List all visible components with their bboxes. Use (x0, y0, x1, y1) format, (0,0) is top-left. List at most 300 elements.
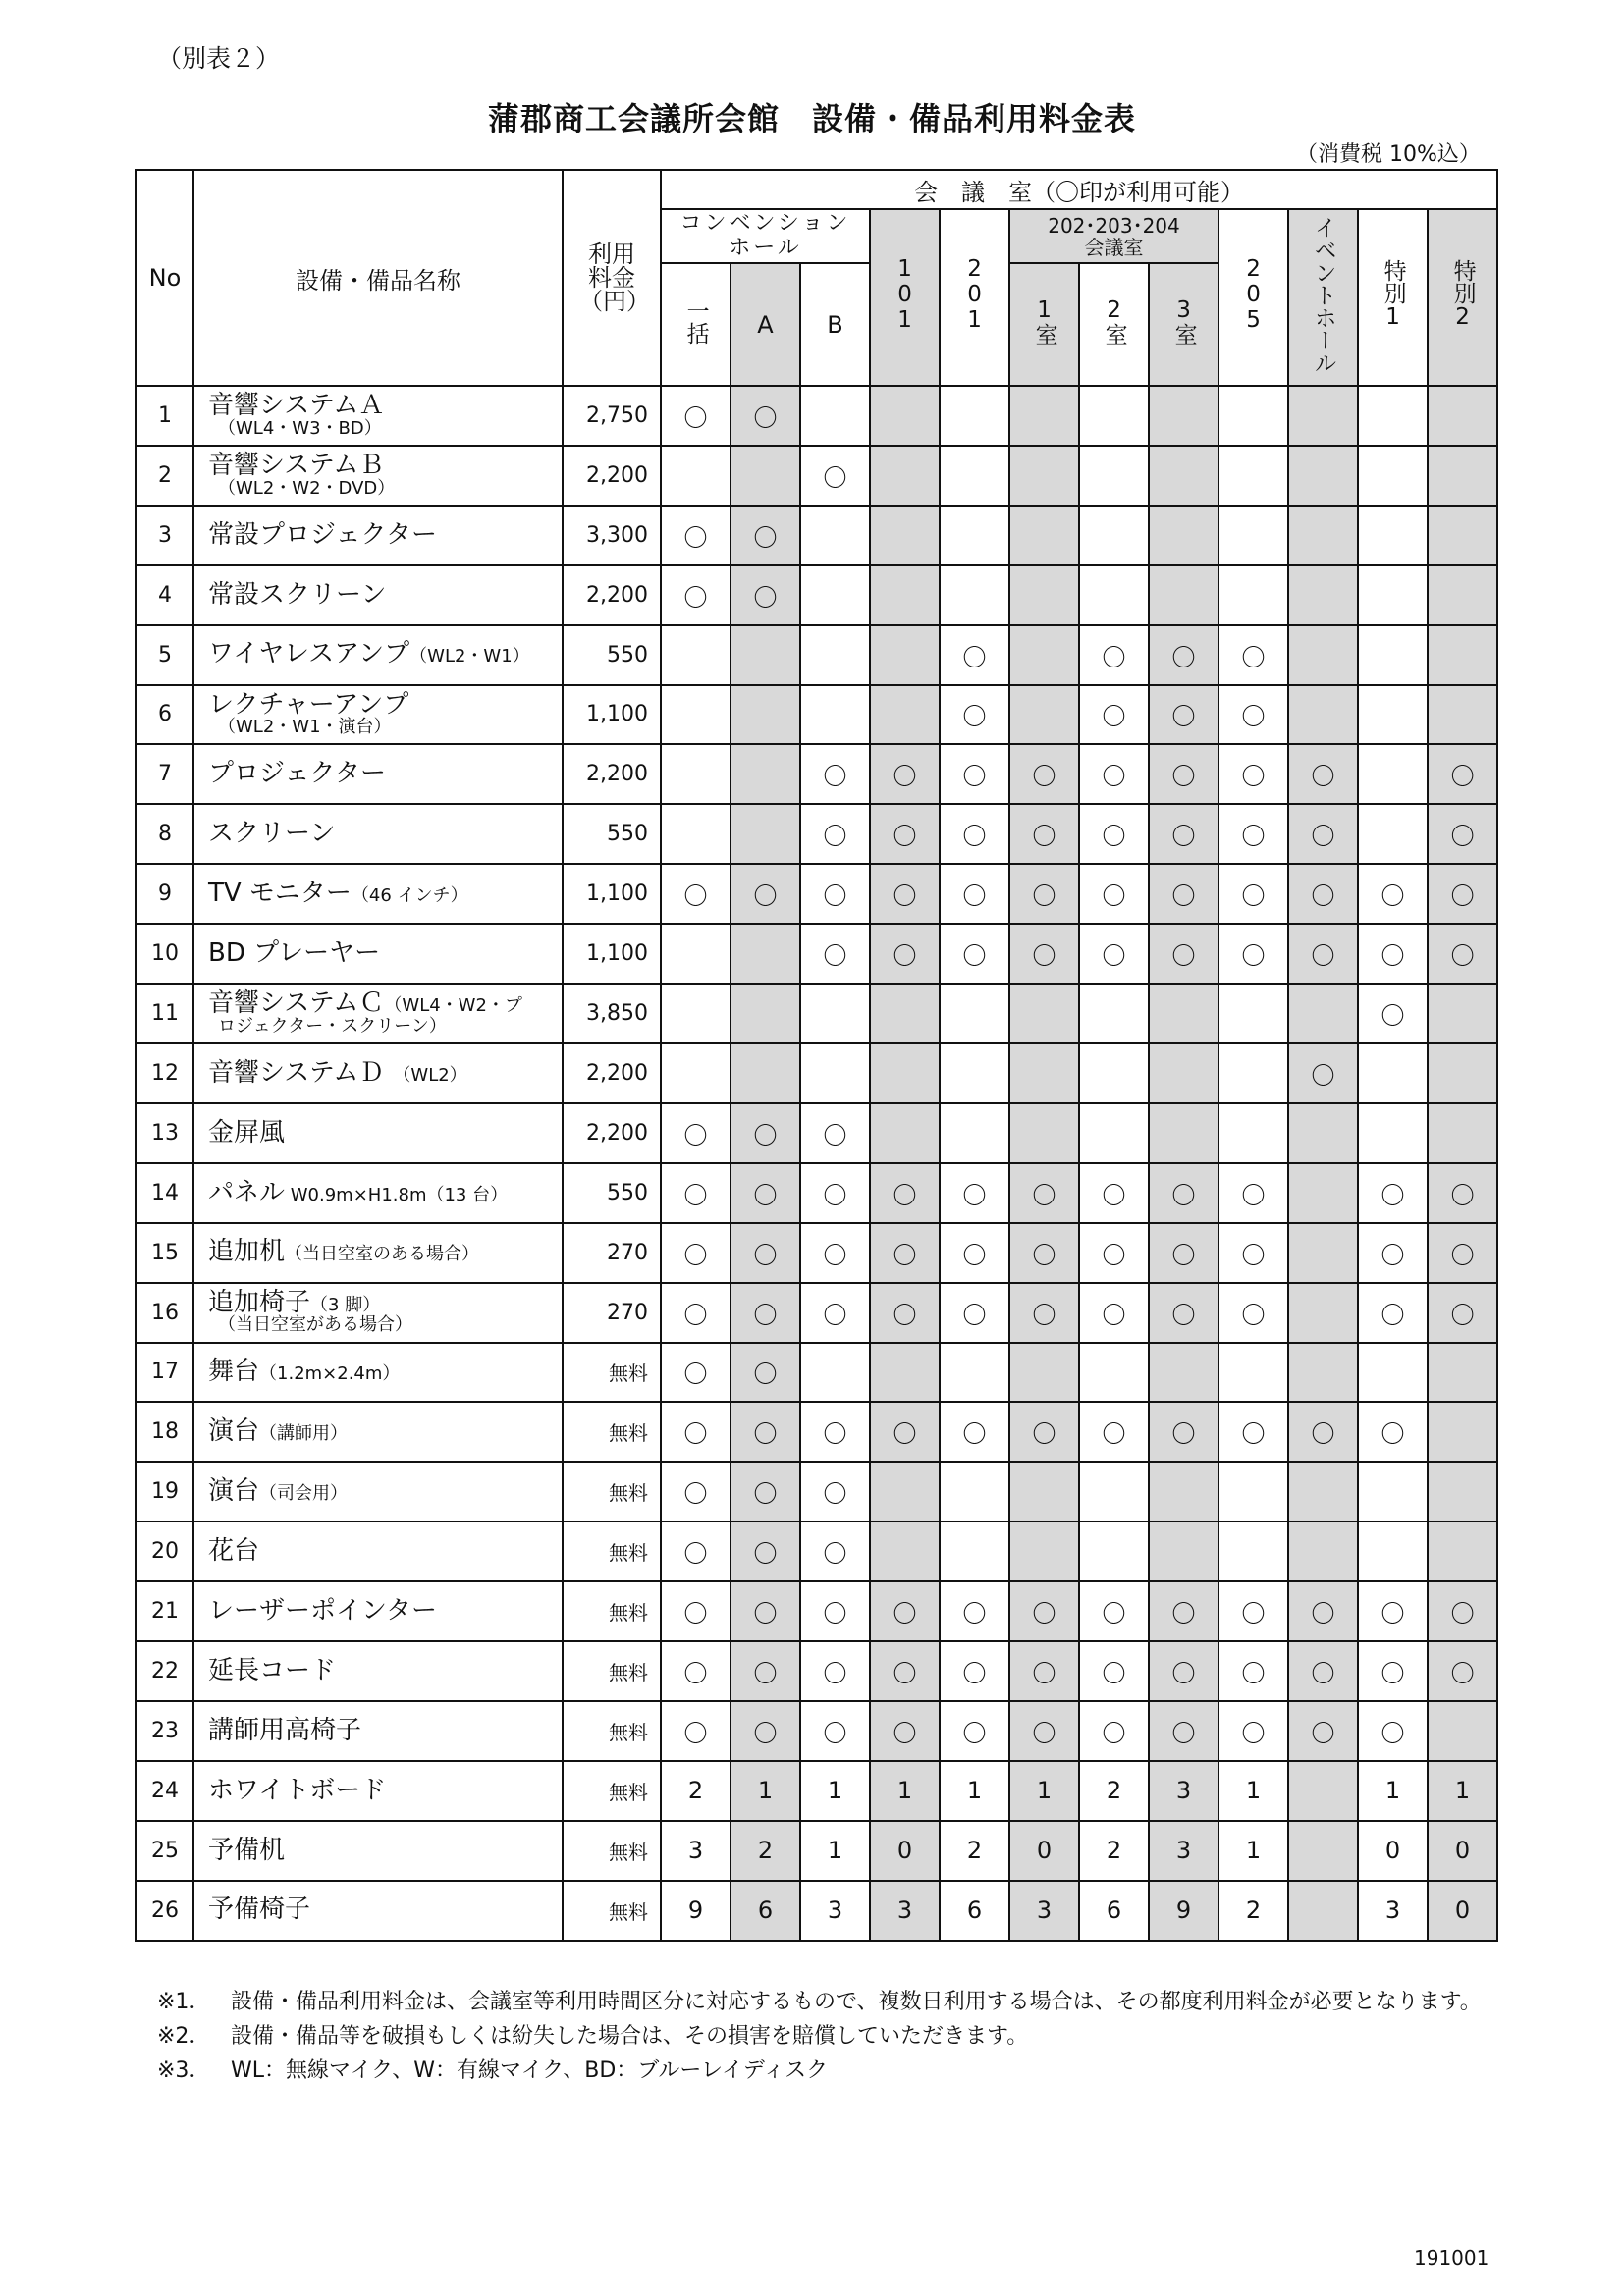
row-cell (1009, 1103, 1079, 1163)
item-name: 舞台 (208, 1357, 260, 1387)
row-cell: 〇 (1079, 924, 1149, 984)
row-cell (1149, 446, 1218, 506)
row-cell: 〇 (1079, 1223, 1149, 1283)
row-cell (1009, 1522, 1079, 1581)
item-name: BD プレーヤー (208, 937, 381, 968)
row-cell (1149, 984, 1218, 1043)
row-fee: 1,100 (563, 924, 661, 984)
row-cell (940, 1522, 1009, 1581)
row-fee: 270 (563, 1223, 661, 1283)
row-fee: 無料 (563, 1821, 661, 1881)
row-cell: 〇 (800, 446, 870, 506)
row-cell: 〇 (1428, 924, 1497, 984)
row-no: 24 (136, 1761, 193, 1821)
row-cell (1288, 386, 1358, 446)
row-cell (731, 446, 800, 506)
row-cell: 〇 (1149, 924, 1218, 984)
header-name: 設備・備品名称 (193, 170, 563, 386)
row-cell: 〇 (1218, 1701, 1288, 1761)
item-name: レーザーポインター (208, 1595, 437, 1626)
header-col-205: 205 (1218, 209, 1288, 386)
row-cell: 1 (1218, 1821, 1288, 1881)
note-mark: ※2． (157, 2024, 211, 2050)
row-cell: 〇 (800, 924, 870, 984)
row-cell: 〇 (1358, 864, 1428, 924)
table-row (136, 446, 1497, 506)
table-header (136, 170, 1497, 386)
row-cell: 〇 (1358, 1223, 1428, 1283)
item-note: （WL2・W1） (409, 646, 530, 667)
row-cell (1149, 386, 1218, 446)
row-name (193, 446, 563, 506)
header-rooms: 会 議 室（〇印が利用可能） (661, 170, 1497, 209)
row-cell (1218, 1462, 1288, 1522)
row-fee: 無料 (563, 1881, 661, 1941)
row-name (193, 565, 563, 625)
item-name: スクリーン (208, 819, 336, 849)
header-col-b: B (800, 263, 870, 386)
row-name (193, 804, 563, 864)
row-cell: 〇 (1079, 1163, 1149, 1223)
row-no: 10 (136, 924, 193, 984)
row-cell: 2 (940, 1821, 1009, 1881)
row-cell: 3 (1149, 1821, 1218, 1881)
row-cell: 〇 (1149, 1283, 1218, 1343)
row-name (193, 1043, 563, 1103)
row-cell (1428, 446, 1497, 506)
row-no: 21 (136, 1581, 193, 1641)
note-text: WL：無線マイク、W：有線マイク、BD：ブルーレイディスク (231, 2058, 829, 2084)
row-cell: 2 (1079, 1821, 1149, 1881)
row-cell (1009, 1343, 1079, 1403)
tax-note: （消費税 10%込） (1296, 142, 1481, 167)
row-cell: 1 (940, 1761, 1009, 1821)
row-fee: 無料 (563, 1343, 661, 1403)
item-sub: （WL2・W2・DVD） (218, 477, 396, 499)
row-no: 11 (136, 984, 193, 1043)
row-cell: 〇 (1149, 1223, 1218, 1283)
row-cell: 〇 (1358, 1402, 1428, 1462)
row-name (193, 984, 563, 1043)
row-cell: 〇 (870, 864, 940, 924)
table-row (136, 864, 1497, 924)
row-cell: 〇 (1218, 1283, 1288, 1343)
item-sub: （当日空室がある場合） (218, 1314, 412, 1336)
row-cell: 〇 (1428, 1581, 1497, 1641)
row-cell (940, 1043, 1009, 1103)
item-note: （3 脚） (310, 1294, 381, 1315)
row-no: 20 (136, 1522, 193, 1581)
row-cell (800, 386, 870, 446)
row-cell: 3 (661, 1821, 731, 1881)
row-cell: 〇 (1149, 1402, 1218, 1462)
row-cell: 〇 (731, 1462, 800, 1522)
row-no: 26 (136, 1881, 193, 1941)
row-cell: 〇 (1079, 1283, 1149, 1343)
table-row (136, 506, 1497, 565)
row-no: 4 (136, 565, 193, 625)
row-cell: 〇 (1079, 804, 1149, 864)
row-cell (870, 446, 940, 506)
table-row (136, 1402, 1497, 1462)
row-cell (1288, 1343, 1358, 1403)
row-cell: 〇 (1149, 625, 1218, 685)
row-cell (1079, 446, 1149, 506)
row-cell: 〇 (731, 864, 800, 924)
item-name: 音響システムＤ (208, 1057, 385, 1088)
row-cell: 〇 (731, 386, 800, 446)
row-cell (800, 506, 870, 565)
row-cell (1009, 1462, 1079, 1522)
row-cell: 〇 (1079, 1402, 1149, 1462)
row-cell (1149, 1522, 1218, 1581)
row-cell: 〇 (1428, 1641, 1497, 1701)
row-cell: 〇 (731, 1701, 800, 1761)
row-cell: 〇 (1428, 1283, 1497, 1343)
row-cell (940, 386, 1009, 446)
row-cell: 1 (1009, 1761, 1079, 1821)
row-cell: 〇 (1218, 924, 1288, 984)
row-cell: 2 (661, 1761, 731, 1821)
row-cell (1358, 1043, 1428, 1103)
row-cell (800, 625, 870, 685)
row-cell: 〇 (1009, 744, 1079, 804)
row-name (193, 1103, 563, 1163)
item-sub: （WL2・W1・演台） (218, 717, 392, 738)
row-cell: 〇 (661, 1283, 731, 1343)
row-cell: 〇 (661, 1701, 731, 1761)
item-note: （司会用） (259, 1483, 349, 1505)
item-note: （WL2） (384, 1064, 467, 1086)
item-name: 予備椅子 (208, 1895, 311, 1925)
row-cell (870, 984, 940, 1043)
row-cell (1079, 984, 1149, 1043)
row-cell (800, 984, 870, 1043)
row-cell: 〇 (870, 744, 940, 804)
row-cell: 〇 (1009, 864, 1079, 924)
table-row (136, 1343, 1497, 1403)
row-cell (1428, 1462, 1497, 1522)
item-note: （1.2m×2.4m） (259, 1363, 401, 1385)
row-cell: 〇 (1149, 804, 1218, 864)
item-name: 予備机 (208, 1835, 286, 1865)
row-cell: 〇 (1288, 1402, 1358, 1462)
row-fee: 2,200 (563, 1103, 661, 1163)
row-fee: 無料 (563, 1402, 661, 1462)
row-cell: 〇 (940, 1283, 1009, 1343)
row-cell (731, 625, 800, 685)
row-cell (1218, 1103, 1288, 1163)
row-no: 14 (136, 1163, 193, 1223)
row-cell (731, 744, 800, 804)
row-cell: 〇 (1079, 1701, 1149, 1761)
row-no: 13 (136, 1103, 193, 1163)
note-2 (157, 2019, 1492, 2054)
row-cell (1358, 1343, 1428, 1403)
item-name: レクチャーアンプ (208, 689, 409, 720)
row-fee: 無料 (563, 1761, 661, 1821)
header-col-room3: 3室 (1149, 263, 1218, 386)
row-cell: 〇 (661, 386, 731, 446)
row-cell: 2 (731, 1821, 800, 1881)
row-cell (1288, 1103, 1358, 1163)
row-cell: 〇 (800, 1522, 870, 1581)
row-cell (1428, 1701, 1497, 1761)
row-cell: 〇 (1218, 1402, 1288, 1462)
row-cell (1428, 1043, 1497, 1103)
row-cell: 〇 (1218, 685, 1288, 745)
row-cell: 〇 (940, 804, 1009, 864)
row-cell (1288, 1761, 1358, 1821)
row-cell (1149, 1103, 1218, 1163)
row-cell (1358, 446, 1428, 506)
table-row (136, 1163, 1497, 1223)
row-cell: 3 (870, 1881, 940, 1941)
row-cell: 〇 (1218, 804, 1288, 864)
row-fee: 2,200 (563, 744, 661, 804)
note-text: 設備・備品等を破損もしくは紛失した場合は、その損害を賠償していただきます。 (231, 2024, 1029, 2050)
row-cell (661, 804, 731, 864)
row-cell: 0 (1428, 1881, 1497, 1941)
row-cell (940, 1343, 1009, 1403)
row-name (193, 864, 563, 924)
row-name (193, 685, 563, 745)
row-cell: 〇 (1218, 1581, 1288, 1641)
header-col-201: 201 (940, 209, 1009, 386)
row-cell (1358, 386, 1428, 446)
row-cell (1218, 386, 1288, 446)
row-cell: 〇 (940, 685, 1009, 745)
row-cell (800, 685, 870, 745)
row-cell: 〇 (731, 1343, 800, 1403)
row-no: 16 (136, 1283, 193, 1343)
row-cell: 〇 (870, 1581, 940, 1641)
table-row (136, 1581, 1497, 1641)
row-cell: 〇 (1358, 1283, 1428, 1343)
row-cell (1428, 1402, 1497, 1462)
note-mark: ※3． (157, 2058, 211, 2084)
row-cell: 〇 (1288, 744, 1358, 804)
row-cell (661, 1043, 731, 1103)
row-cell (1288, 1522, 1358, 1581)
row-cell: 〇 (1009, 1402, 1079, 1462)
row-cell (1428, 1343, 1497, 1403)
row-cell: 6 (731, 1881, 800, 1941)
row-cell: 〇 (940, 744, 1009, 804)
row-cell: 〇 (1358, 924, 1428, 984)
row-cell: 〇 (1218, 1641, 1288, 1701)
row-cell (1288, 625, 1358, 685)
row-name (193, 1343, 563, 1403)
row-cell (1358, 625, 1428, 685)
row-cell (1358, 744, 1428, 804)
row-cell (661, 924, 731, 984)
item-name: 常設プロジェクター (208, 519, 437, 550)
row-cell: 9 (661, 1881, 731, 1941)
row-cell: 3 (1149, 1761, 1218, 1821)
row-cell: 〇 (800, 1402, 870, 1462)
row-cell: 9 (1149, 1881, 1218, 1941)
row-name (193, 1881, 563, 1941)
row-cell: 〇 (1009, 924, 1079, 984)
row-cell (1358, 1103, 1428, 1163)
row-cell: 〇 (661, 1402, 731, 1462)
row-cell: 〇 (800, 1103, 870, 1163)
row-cell: 〇 (800, 1223, 870, 1283)
row-cell: 〇 (1358, 1641, 1428, 1701)
row-cell (800, 565, 870, 625)
table-row (136, 1761, 1497, 1821)
row-cell: 〇 (1009, 804, 1079, 864)
row-cell (1428, 506, 1497, 565)
row-cell (1009, 1043, 1079, 1103)
row-cell: 1 (800, 1761, 870, 1821)
item-note: W0.9m×H1.8m（13 台） (285, 1184, 509, 1205)
header-no: No (136, 170, 193, 386)
row-name (193, 1522, 563, 1581)
row-cell (731, 924, 800, 984)
row-cell: 〇 (1428, 744, 1497, 804)
row-cell: 〇 (870, 1641, 940, 1701)
row-cell: 〇 (1009, 1701, 1079, 1761)
row-cell (870, 1343, 940, 1403)
table-row (136, 685, 1497, 745)
row-cell (1009, 984, 1079, 1043)
row-cell: 〇 (731, 1641, 800, 1701)
row-cell: 〇 (870, 1283, 940, 1343)
row-cell (1428, 984, 1497, 1043)
row-cell (1079, 506, 1149, 565)
row-fee: 2,200 (563, 1043, 661, 1103)
row-name (193, 744, 563, 804)
row-cell (1358, 506, 1428, 565)
row-cell (1079, 1522, 1149, 1581)
table-row (136, 924, 1497, 984)
table-row (136, 1462, 1497, 1522)
row-cell: 0 (1358, 1821, 1428, 1881)
row-cell (1218, 565, 1288, 625)
row-cell: 〇 (940, 924, 1009, 984)
header-convention-hall: コンベンションホール (661, 209, 870, 263)
row-fee: 1,100 (563, 685, 661, 745)
row-name (193, 1701, 563, 1761)
row-cell: 〇 (1009, 1641, 1079, 1701)
row-no: 19 (136, 1462, 193, 1522)
row-cell: 〇 (940, 1163, 1009, 1223)
row-cell (1079, 565, 1149, 625)
row-name (193, 1223, 563, 1283)
row-cell (870, 685, 940, 745)
item-note: （46 インチ） (351, 885, 468, 907)
row-cell: 〇 (661, 1163, 731, 1223)
row-cell: 〇 (1428, 864, 1497, 924)
row-cell: 〇 (661, 506, 731, 565)
row-cell: 〇 (1428, 804, 1497, 864)
row-fee: 550 (563, 1163, 661, 1223)
appendix-label: （別表２） (157, 44, 281, 73)
item-name: 追加椅子 (208, 1287, 311, 1317)
row-cell (870, 1043, 940, 1103)
row-cell (661, 984, 731, 1043)
row-no: 17 (136, 1343, 193, 1403)
row-cell (1009, 386, 1079, 446)
row-cell (1428, 565, 1497, 625)
table-row (136, 1043, 1497, 1103)
row-cell: 〇 (1218, 1163, 1288, 1223)
row-cell (1079, 1462, 1149, 1522)
row-cell (1288, 1821, 1358, 1881)
row-cell: 〇 (1288, 1581, 1358, 1641)
row-cell (731, 804, 800, 864)
row-cell (1009, 446, 1079, 506)
table-row (136, 1881, 1497, 1941)
row-cell (1009, 565, 1079, 625)
row-cell (1009, 625, 1079, 685)
row-cell (1358, 685, 1428, 745)
row-cell: 〇 (870, 804, 940, 864)
row-cell: 〇 (870, 1163, 940, 1223)
row-cell (1079, 1343, 1149, 1403)
item-sub: ロジェクター・スクリーン） (218, 1015, 447, 1037)
row-cell (870, 1103, 940, 1163)
row-cell: 〇 (731, 1581, 800, 1641)
row-cell: 〇 (870, 924, 940, 984)
row-name (193, 625, 563, 685)
row-cell: 〇 (800, 1163, 870, 1223)
row-cell: 〇 (661, 1581, 731, 1641)
item-name: 常設スクリーン (208, 579, 387, 610)
table-row (136, 1522, 1497, 1581)
row-cell (1149, 1343, 1218, 1403)
row-no: 8 (136, 804, 193, 864)
item-name: ホワイトボード (208, 1775, 387, 1805)
row-cell: 〇 (1149, 1581, 1218, 1641)
item-name: プロジェクター (208, 759, 386, 789)
row-cell: 1 (800, 1821, 870, 1881)
row-cell (940, 506, 1009, 565)
row-cell: 〇 (1149, 744, 1218, 804)
row-no: 3 (136, 506, 193, 565)
row-cell (1288, 1881, 1358, 1941)
table-row (136, 804, 1497, 864)
item-note: （当日空室のある場合） (285, 1244, 480, 1265)
row-name (193, 1163, 563, 1223)
row-cell: 〇 (940, 1701, 1009, 1761)
row-fee: 550 (563, 804, 661, 864)
item-name: パネル (208, 1177, 286, 1207)
row-cell (1218, 984, 1288, 1043)
row-cell: 〇 (800, 744, 870, 804)
row-cell (1079, 1043, 1149, 1103)
row-cell: 〇 (1358, 1581, 1428, 1641)
row-name (193, 1462, 563, 1522)
row-cell (940, 1103, 1009, 1163)
row-cell (940, 565, 1009, 625)
header-col-ikkatsu: 一括 (661, 263, 731, 386)
row-no: 25 (136, 1821, 193, 1881)
row-cell (1009, 506, 1079, 565)
row-cell: 〇 (1218, 864, 1288, 924)
header-col-tokubetsu1: 特別1 (1358, 209, 1428, 386)
row-cell (1428, 625, 1497, 685)
row-cell (1288, 984, 1358, 1043)
row-cell: 6 (1079, 1881, 1149, 1941)
item-name: 講師用高椅子 (208, 1715, 362, 1745)
header-col-tokubetsu2: 特別2 (1428, 209, 1497, 386)
row-fee: 2,200 (563, 565, 661, 625)
row-no: 5 (136, 625, 193, 685)
row-cell: 〇 (940, 864, 1009, 924)
